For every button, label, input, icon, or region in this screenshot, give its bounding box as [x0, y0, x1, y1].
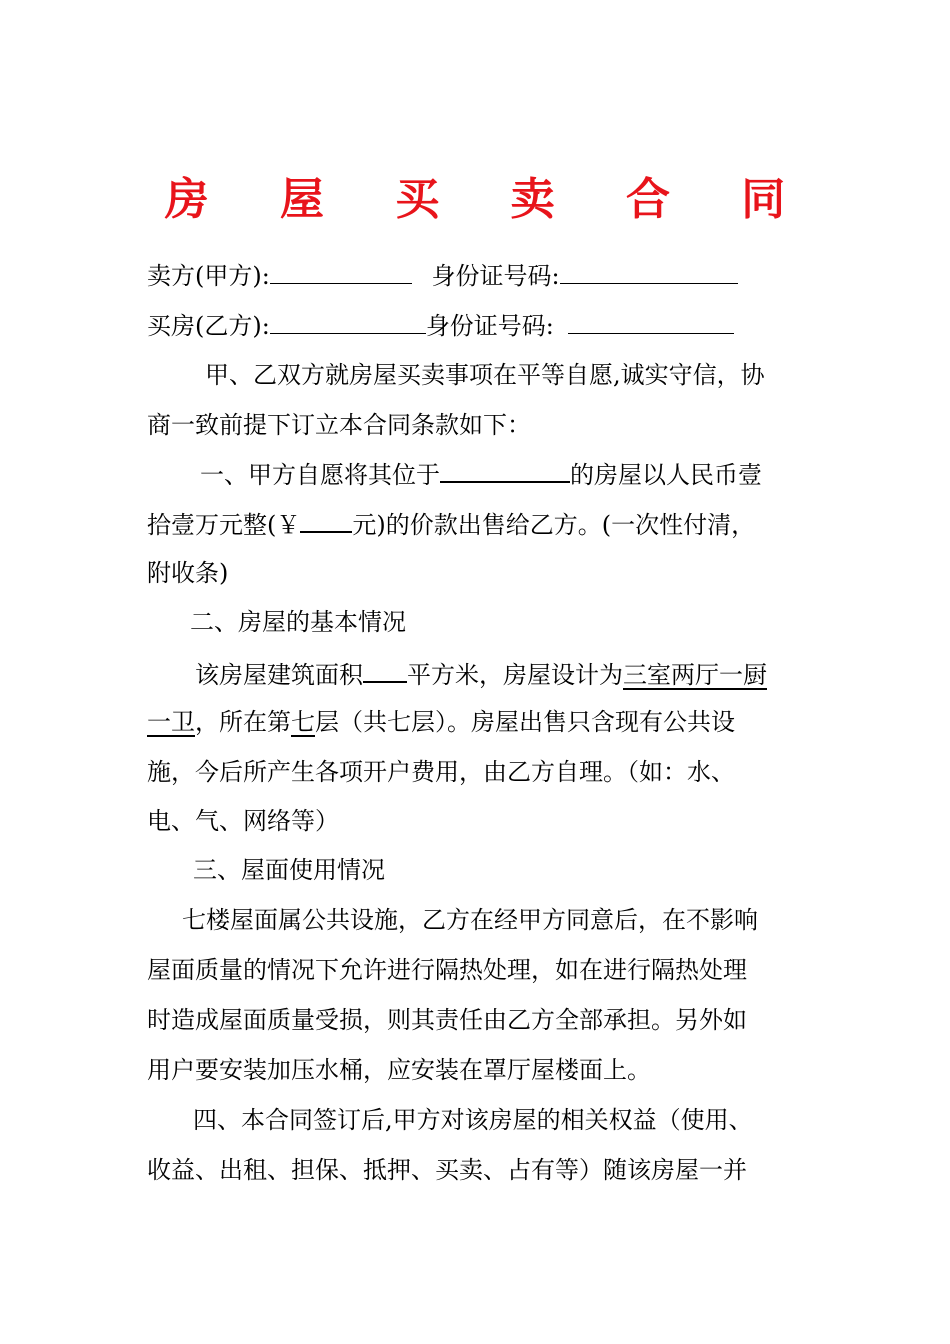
- seller-label: 卖方(甲方):: [147, 262, 270, 290]
- clause4-line-2: 收益、出租、担保、抵押、买卖、占有等）随该房屋一并: [147, 1156, 747, 1184]
- clause2-line-4: 电、气、网络等）: [147, 807, 339, 835]
- clause1-line-3: 附收条): [147, 559, 229, 587]
- clause2-line-3: 施，今后所产生各项开户费用，由乙方自理。（如：水、: [147, 758, 735, 786]
- clause4-line-1: 四、本合同签订后,甲方对该房屋的相关权益（使用、: [193, 1106, 753, 1134]
- seller-id-label: 身份证号码:: [431, 262, 560, 290]
- seller-row: [147, 257, 738, 294]
- clause2-line-1: [195, 655, 767, 693]
- price-blank: [300, 505, 352, 533]
- clause2-line-2: [147, 704, 735, 740]
- seller-id-blank: [560, 257, 738, 284]
- intro-line-1: 甲、乙双方就房屋买卖事项在平等自愿,诚实守信，协: [205, 361, 765, 389]
- clause2-text-d: 层（共七层）。房屋出售只含现有公共设: [315, 708, 735, 736]
- seller-name-blank: [270, 257, 412, 284]
- clause3-line-2: 屋面质量的情况下允许进行隔热处理，如在进行隔热处理: [147, 956, 747, 984]
- clause3-line-3: 时造成屋面质量受损，则其责任由乙方全部承担。另外如: [147, 1006, 747, 1034]
- clause1-line-1: [200, 455, 762, 493]
- clause1-text-c: 拾壹万元整(￥: [147, 511, 301, 539]
- clause1-text-d: 元)的价款出售给乙方。(一次性付清，: [352, 511, 756, 539]
- layout-value-a: 三室两厅一厨: [623, 661, 767, 689]
- clause3-line-1: 七楼屋面属公共设施，乙方在经甲方同意后，在不影响: [182, 906, 758, 934]
- location-blank: [440, 455, 570, 483]
- area-blank: [363, 655, 407, 683]
- contract-title: 房 屋 买 卖 合 同: [164, 174, 814, 225]
- intro-line-2: 商一致前提下订立本合同条款如下：: [147, 411, 531, 439]
- buyer-id-blank: [568, 307, 734, 334]
- clause1-text-a: 一、甲方自愿将其位于: [200, 461, 440, 489]
- clause1-text-b: 的房屋以人民币壹: [570, 461, 762, 489]
- clause1-line-2: [147, 505, 755, 543]
- clause2-text-a: 该房屋建筑面积: [195, 661, 363, 689]
- layout-value-b: 一卫: [147, 708, 195, 736]
- buyer-label: 买房(乙方):: [147, 312, 270, 340]
- buyer-id-label: 身份证号码:: [425, 312, 554, 340]
- buyer-row: [147, 307, 734, 344]
- floor-value: 七: [291, 708, 315, 736]
- clause2-text-b: 平方米，房屋设计为: [407, 661, 623, 689]
- clause2-heading: 二、房屋的基本情况: [190, 608, 406, 636]
- buyer-name-blank: [270, 307, 426, 334]
- clause3-heading: 三、屋面使用情况: [193, 856, 385, 884]
- clause3-line-4: 用户要安装加压水桶，应安装在罩厅屋楼面上。: [147, 1056, 651, 1084]
- clause2-text-c: ，所在第: [195, 708, 291, 736]
